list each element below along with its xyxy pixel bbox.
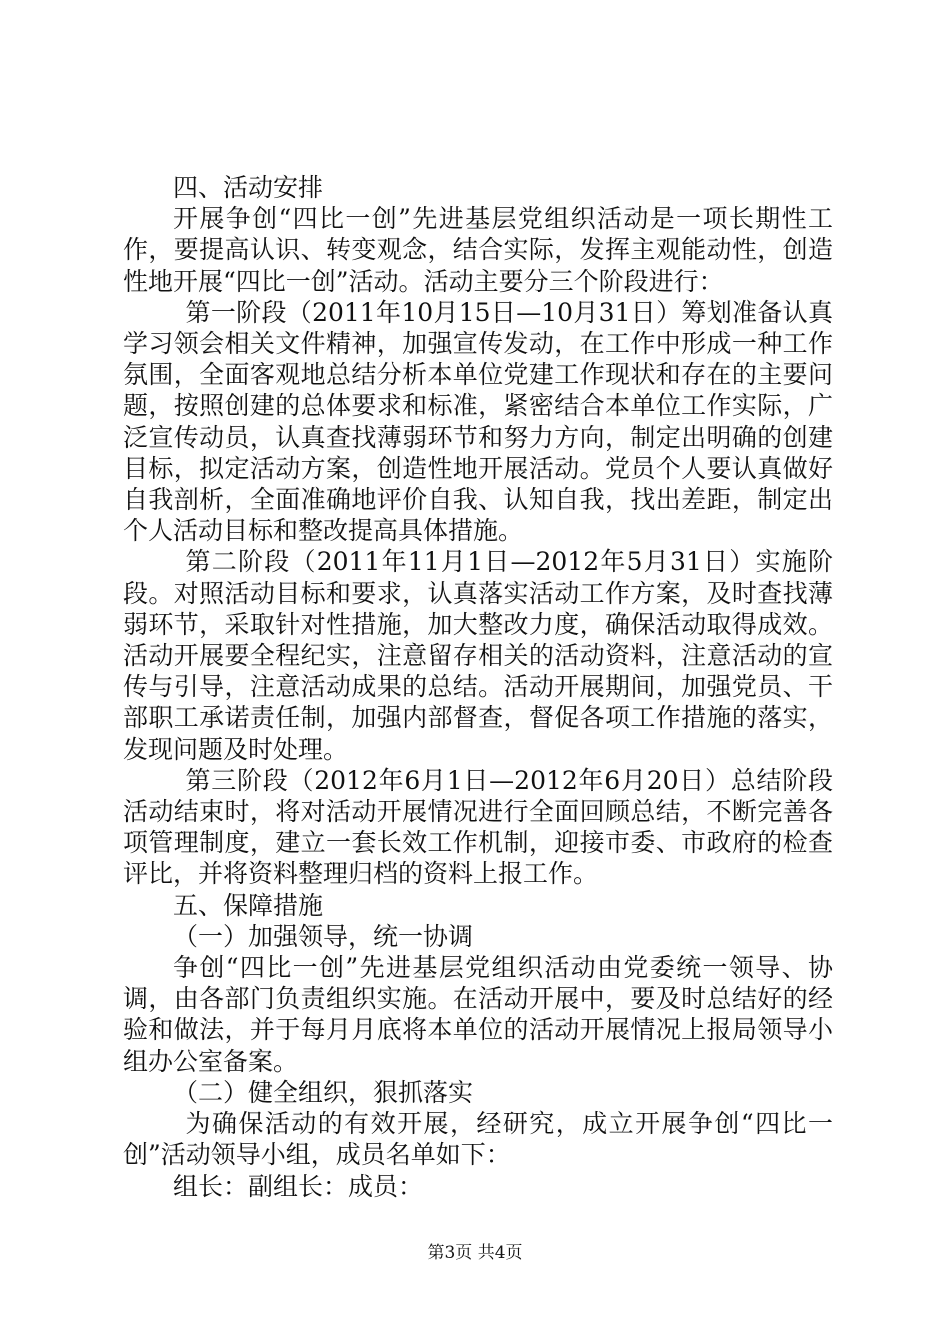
- section-heading-safeguards: 五、保障措施: [173, 890, 324, 920]
- page-footer: 第3页 共4页: [427, 1243, 523, 1263]
- subheading-organization: （二）健全组织，狠抓落实: [173, 1077, 474, 1107]
- subheading-leadership: （一）加强领导，统一协调: [173, 921, 474, 951]
- paragraph-members: 组长：副组长：成员：: [173, 1171, 424, 1201]
- paragraph-stage-two: 第二阶段（2011年11月1日—2012年5月31日）实施阶段。对照活动目标和要求，认真落实活动工作方案，及时查找薄弱环节，采取针对性措施，加大整改力度，确保活动取得成效。活动开展要全程纪实，注意留存相关的活动资料，注意活动的宣传与引导，注意活动成果的总结。活动开展期间，加强党员、干部职工承诺责任制，加强内部督查，督促各项工作措施的落实，发现问题及时处理。: [123, 547, 833, 764]
- paragraph-stage-one: 第一阶段（2011年10月15日—10月31日）筹划准备认真学习领会相关文件精神，加强宣传发动，在工作中形成一种工作氛围，全面客观地总结分析本单位党建工作现状和存在的主要问题，按照创建的总体要求和标准，紧密结合本单位工作实际，广泛宣传动员，认真查找薄弱环节和努力方向，制定出明确的创建目标，拟定活动方案，创造性地开展活动。党员个人要认真做好自我剖析，全面准确地评价自我、认知自我，找出差距，制定出个人活动目标和整改提高具体措施。: [123, 297, 833, 546]
- section-heading-activity-arrangement: 四、活动安排: [173, 173, 324, 202]
- document-body: [123, 172, 833, 1202]
- paragraph-organization: 为确保活动的有效开展，经研究，成立开展争创“四比一创”活动领导小组，成员名单如下：: [123, 1109, 833, 1170]
- paragraph-leadership: 争创“四比一创”先进基层党组织活动由党委统一领导、协调，由各部门负责组织实施。在活动开展中，要及时总结好的经验和做法，并于每月月底将本单位的活动开展情况上报局领导小组办公室备案。: [123, 953, 833, 1076]
- paragraph-intro: 开展争创“四比一创”先进基层党组织活动是一项长期性工作，要提高认识、转变观念，结合实际，发挥主观能动性，创造性地开展“四比一创”活动。活动主要分三个阶段进行：: [123, 204, 833, 296]
- paragraph-stage-three: 第三阶段（2012年6月1日—2012年6月20日）总结阶段活动结束时，将对活动开展情况进行全面回顾总结，不断完善各项管理制度，建立一套长效工作机制，迎接市委、市政府的检查评比，并将资料整理归档的资料上报工作。: [123, 765, 833, 889]
